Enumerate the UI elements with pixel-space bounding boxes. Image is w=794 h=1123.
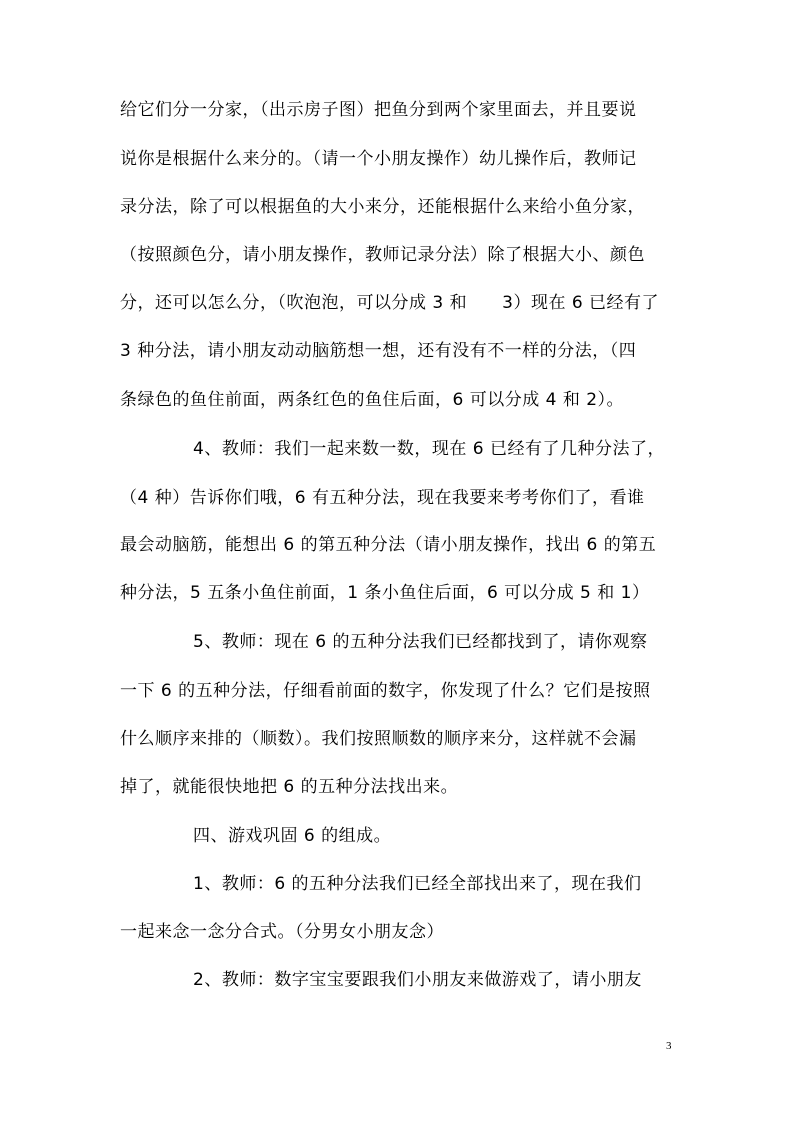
- text-line-15: 掉了，就能很快地把 6 的五种分法找出来。: [120, 777, 459, 797]
- text-line-8: 4、教师：我们一起来数一数，现在 6 已经有了几种分法了，: [193, 439, 665, 459]
- text-line-6: 3 种分法，请小朋友动动脑筋想一想，还有没有不一样的分法，（四: [120, 341, 637, 361]
- text-line-19: 2、教师：数字宝宝要跟我们小朋友来做游戏了，请小朋友: [193, 970, 642, 990]
- text-line-10: 最会动脑筋，能想出 6 的第五种分法（请小朋友操作，找出 6 的第五: [120, 535, 657, 555]
- text-line-2: 说你是根据什么来分的。（请一个小朋友操作）幼儿操作后，教师记: [120, 149, 637, 169]
- text-line-7: 条绿色的鱼住前面，两条红色的鱼住后面，6 可以分成 4 和 2）。: [120, 390, 625, 410]
- page-number: 3: [666, 1040, 672, 1052]
- text-line-13: 一下 6 的五种分法，仔细看前面的数字，你发现了什么？它们是按照: [120, 681, 651, 701]
- text-line-4: （按照颜色分，请小朋友操作，教师记录分法）除了根据大小、颜色: [120, 245, 645, 265]
- text-line-17: 1、教师：6 的五种分法我们已经全部找出来了，现在我们: [193, 874, 642, 894]
- text-line-11: 种分法，5 五条小鱼住前面，1 条小鱼住后面，6 可以分成 5 和 1）: [120, 583, 650, 603]
- text-line-9: （4 种）告诉你们哦，6 有五种分法，现在我要来考考你们了，看谁: [120, 488, 645, 508]
- text-line-1: 给它们分一分家，（出示房子图）把鱼分到两个家里面去，并且要说: [120, 100, 637, 120]
- text-line-5: 分，还可以怎么分，（吹泡泡，可以分成 3 和 3）现在 6 已经有了: [120, 293, 660, 313]
- section-heading-4: 四、游戏巩固 6 的组成。: [193, 826, 392, 846]
- text-line-12: 5、教师：现在 6 的五种分法我们已经都找到了，请你观察: [193, 632, 648, 652]
- text-line-3: 录分法，除了可以根据鱼的大小来分，还能根据什么来给小鱼分家，: [120, 197, 645, 217]
- text-line-18: 一起来念一念分合式。（分男女小朋友念）: [120, 922, 444, 942]
- text-line-14: 什么顺序来排的（顺数）。我们按照顺数的顺序来分，这样就不会漏: [120, 729, 637, 749]
